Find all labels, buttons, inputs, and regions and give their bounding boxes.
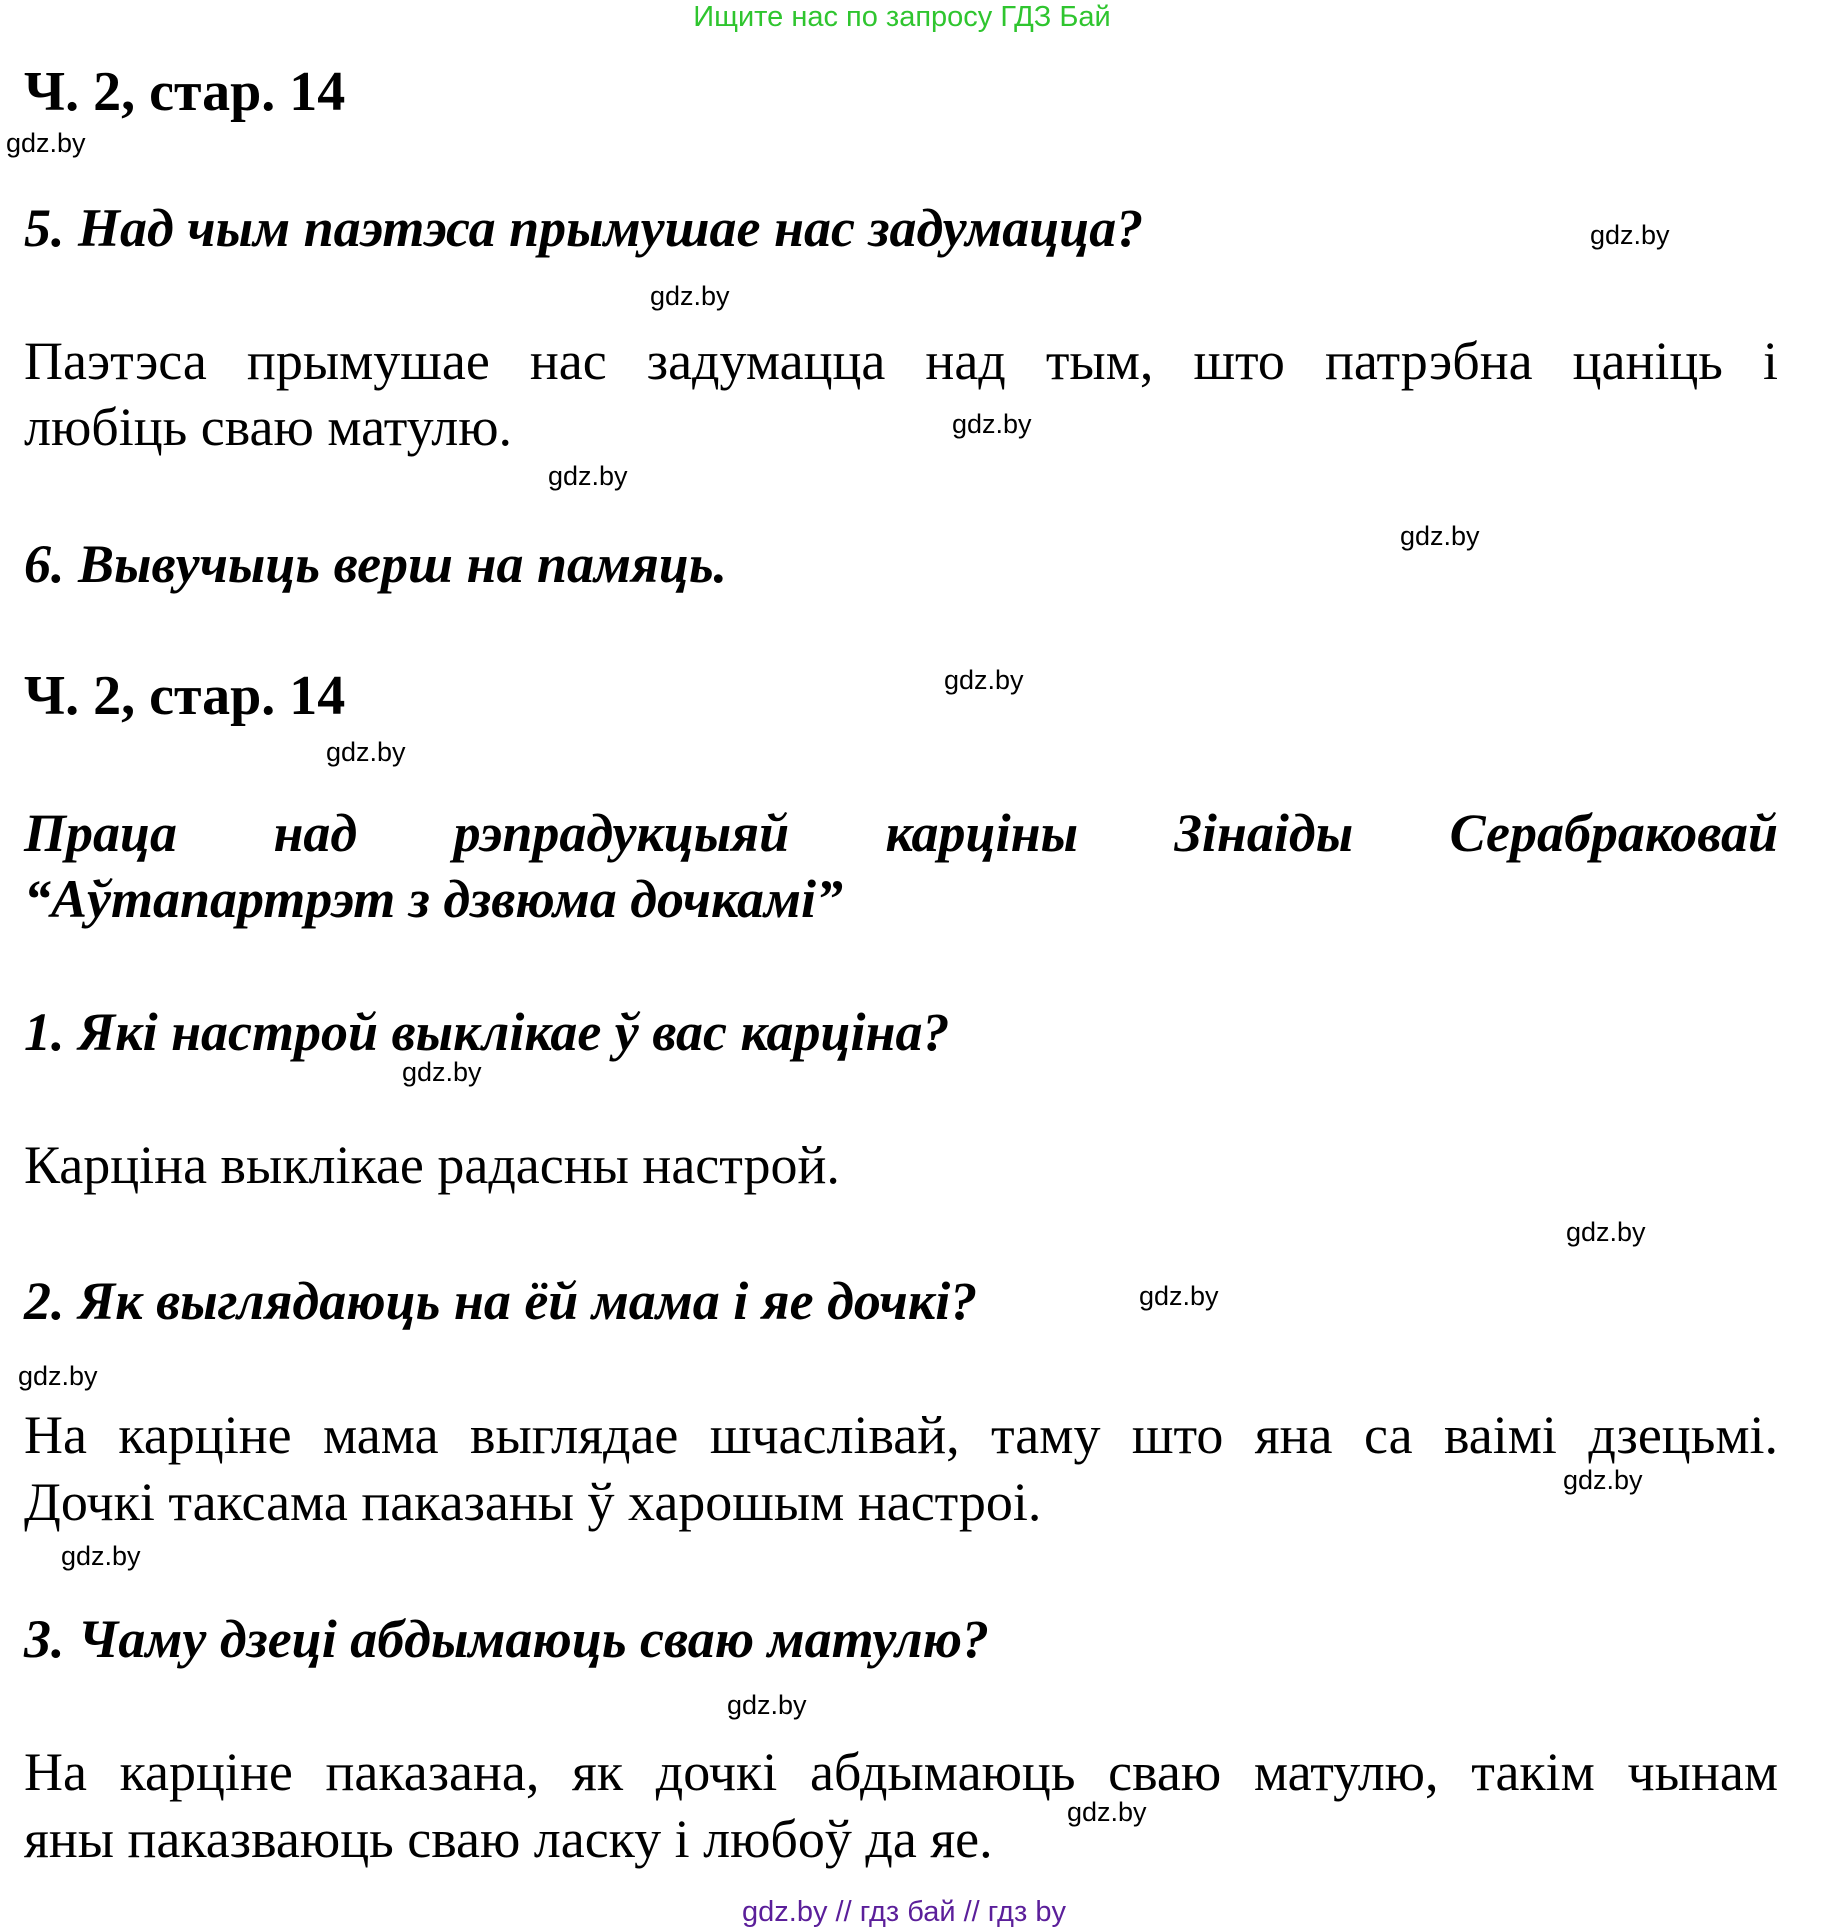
watermark: gdz.by (1590, 220, 1670, 250)
question-3: 3. Чаму дзеці абдымаюць сваю матулю? (24, 1609, 989, 1669)
answer-3-line-1: На карціне паказана, як дочкі абдымаюць сваю матулю, такім чынам (24, 1742, 1778, 1802)
question-2: 2. Як выглядаюць на ёй мама і яе дочкі? (24, 1271, 978, 1331)
watermark: gdz.by (650, 281, 730, 311)
search-banner: Ищите нас по запросу ГДЗ Бай (693, 1, 1111, 33)
watermark: gdz.by (1400, 521, 1480, 551)
question-6: 6. Вывучыць верш на памяць. (24, 534, 728, 594)
lesson-title-line-2: “Аўтапартрэт з дзвюма дочкамі” (24, 869, 843, 929)
answer-2-line-1: На карціне мама выглядае шчаслівай, таму што яна са ваімі дзецьмі. (24, 1405, 1778, 1465)
answer-2-line-2: Дочкі таксама паказаны ў харошым настроі. (24, 1472, 1042, 1532)
watermark: gdz.by (1067, 1797, 1147, 1827)
watermark: gdz.by (6, 128, 86, 158)
answer-1: Карціна выклікае радасны настрой. (24, 1135, 840, 1195)
watermark: gdz.by (402, 1057, 482, 1087)
watermark: gdz.by (1566, 1217, 1646, 1247)
watermark: gdz.by (1139, 1281, 1219, 1311)
section-heading: Ч. 2, стар. 14 (24, 665, 346, 727)
lesson-title-line-1: Праца над рэпрадукцыяй карціны Зінаіды Серабраковай (24, 803, 1778, 863)
answer-3-line-2: яны паказваюць сваю ласку і любоў да яе. (24, 1809, 993, 1869)
watermark: gdz.by (61, 1541, 141, 1571)
watermark: gdz.by (548, 461, 628, 491)
question-1: 1. Які настрой выклікае ў вас карціна? (24, 1002, 950, 1062)
watermark: gdz.by (18, 1361, 98, 1391)
footer-links: gdz.by // гдз бай // гдз by (742, 1896, 1066, 1928)
section-heading: Ч. 2, стар. 14 (24, 61, 346, 123)
watermark: gdz.by (952, 409, 1032, 439)
question-5: 5. Над чым паэтэса прымушае нас задумацца? (24, 198, 1144, 258)
watermark: gdz.by (944, 665, 1024, 695)
answer-5-line-1: Паэтэса прымушае нас задумацца над тым, што патрэбна цаніць і (24, 331, 1778, 391)
watermark: gdz.by (326, 737, 406, 767)
watermark: gdz.by (1563, 1465, 1643, 1495)
watermark: gdz.by (727, 1690, 807, 1720)
answer-5-line-2: любіць сваю матулю. (24, 397, 513, 457)
